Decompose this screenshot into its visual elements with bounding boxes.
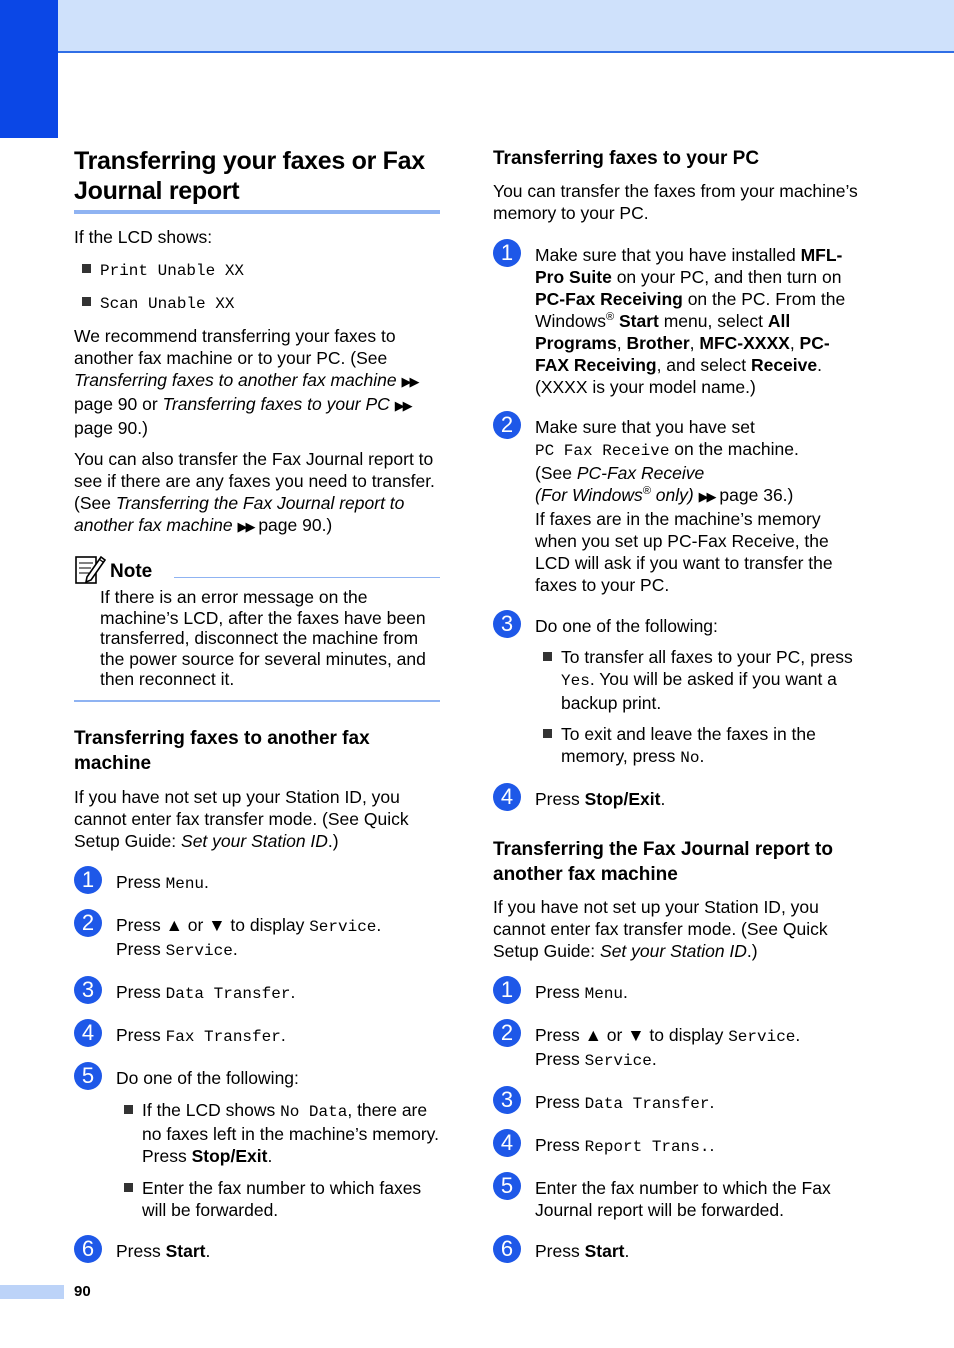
step-3: 3 Press Data Transfer. [74,981,440,1005]
step-5: 5 Enter the fax number to which the Fax Journal report will be forwarded. [493,1177,863,1221]
cross-reference-link[interactable]: (For Windows® only) [535,485,694,505]
note-body: If there is an error message on the machine’s LCD, after the faxes have been transferred, disconnect the machine from the power source for several minutes, and then reconnect it. [100,587,426,689]
step-1: 1 Press Menu. [74,871,440,895]
note-title: Note [110,561,153,582]
section-intro: If you have not set up your Station ID, you cannot enter fax transfer mode. (See Quick Setup Guide: Set your Station ID.) [493,897,828,961]
arrow-icon: ▶▶ [237,519,254,534]
paragraph-journal: You can also transfer the Fax Journal report to see if there are any faxes you need to transfer. (See Transferring the Fax Journal report to another fax machine ▶▶ page 90.) [74,449,435,535]
step-2: 2 Make sure that you have set PC Fax Receive on the machine. (See PC-Fax Receive (For Windows® only) ▶▶ page 36.) If faxes are in the machine’s memory when you set up PC-Fax Receive, the LCD will ask if you want to transfer the faxes to your PC. [493,416,863,596]
step-number-icon: 2 [493,1019,521,1047]
step-number-icon: 3 [493,1086,521,1114]
step-number-icon: 3 [493,610,521,638]
step-number-icon: 6 [493,1235,521,1263]
paragraph-recommend: We recommend transferring your faxes to another fax machine or to your PC. (See Transferring faxes to another fax machine ▶▶ page 90 or Transferring faxes to your PC ▶▶ page 90.) [74,326,418,438]
arrow-icon: ▶▶ [394,398,411,413]
section-heading: Transferring the Fax Journal report to another fax machine [493,839,833,885]
section-intro: If you have not set up your Station ID, you cannot enter fax transfer mode. (See Quick Setup Guide: Set your Station ID.) [74,786,409,851]
note-pencil-icon [74,553,106,585]
step-2: 2 Press ▲ or ▼ to display Service. Press Service. [493,1024,863,1072]
section-intro: You can transfer the faxes from your machine’s memory to your PC. [493,181,858,223]
cross-reference-link[interactable]: Transferring faxes to another fax machine [74,370,397,390]
lcd-intro: If the LCD shows: [74,227,213,247]
step-1: 1 Make sure that you have installed MFL-Pro Suite on your PC, and then turn on PC-Fax Receiving on the PC. From the Windows® Start menu, select All Programs, Brother, MFC-XXXX, PC-FAX Receiving, and select Receive. (XXXX is your model name.) [493,244,863,398]
step-number-icon: 5 [493,1172,521,1200]
step-number-icon: 2 [74,909,102,937]
arrow-icon: ▶▶ [698,489,715,504]
step-number-icon: 4 [493,1129,521,1157]
step-5: 5 Do one of the following: If the LCD shows No Data, there are no faxes left in the machine’s memory. Press Stop/Exit. Enter the fax number to which faxes will be forwarded. [74,1067,440,1221]
arrow-icon: ▶▶ [401,374,418,389]
left-column [74,146,440,1262]
page-title: Transferring your faxes or Fax Journal report [74,146,440,214]
footer-bar [0,1285,64,1299]
step-number-icon: 2 [493,411,521,439]
step-3: 3 Do one of the following: To transfer all faxes to your PC, press Yes. You will be asked if you want a backup print. To exit and leave the faxes in the memory, press No. [493,615,863,769]
step-4: 4 Press Stop/Exit. [493,788,863,810]
step-number-icon: 1 [493,976,521,1004]
note-box [74,553,440,702]
section-heading: Transferring faxes to another fax machine [74,727,370,774]
cross-reference-link[interactable]: PC-Fax Receive [576,463,705,483]
step-number-icon: 5 [74,1062,102,1090]
lcd-item: Scan Unable XX [74,291,440,315]
sub-bullet: To exit and leave the faxes in the memory, press No. [535,723,863,769]
step-6: 6 Press Start. [493,1240,863,1262]
sub-bullet: If the LCD shows No Data, there are no faxes left in the machine’s memory. Press Stop/Exit. [116,1099,440,1167]
sub-bullet: To transfer all faxes to your PC, press Yes. You will be asked if you want a backup print. [535,646,863,714]
step-2: 2 Press ▲ or ▼ to display Service. Press Service. [74,914,440,962]
step-number-icon: 1 [493,239,521,267]
step-number-icon: 1 [74,866,102,894]
step-6: 6 Press Start. [74,1240,440,1262]
cross-reference-link[interactable]: Transferring the Fax Journal report to another fax machine [74,493,405,535]
section-heading: Transferring faxes to your PC [493,148,760,169]
step-1: 1 Press Menu. [493,981,863,1005]
step-4: 4 Press Fax Transfer. [74,1024,440,1048]
step-number-icon: 4 [493,783,521,811]
step-3: 3 Press Data Transfer. [493,1091,863,1115]
chapter-tab [0,0,58,138]
step-number-icon: 6 [74,1235,102,1263]
cross-reference-link[interactable]: Transferring faxes to your PC [162,394,390,414]
page-number: 90 [74,1283,91,1300]
step-number-icon: 3 [74,976,102,1004]
lcd-item: Print Unable XX [74,258,440,282]
step-number-icon: 4 [74,1019,102,1047]
step-4: 4 Press Report Trans.. [493,1134,863,1158]
header-bar [0,0,954,53]
sub-bullet: Enter the fax number to which faxes will be forwarded. [116,1177,440,1221]
right-column [493,146,863,1262]
